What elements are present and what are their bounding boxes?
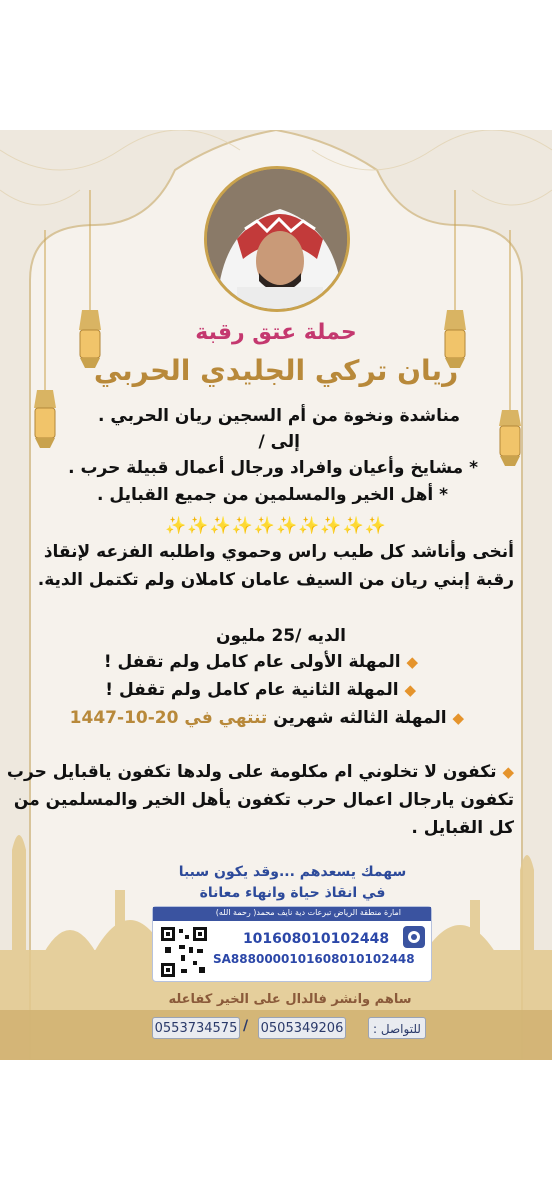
call-line-1: ◆ تكفون لا تخلوني ام مكلومة على ولدها تكفون ياقبايل حرب [6, 762, 514, 782]
appeal-line-2: إلى / [258, 432, 300, 452]
deadline-3: ◆ المهلة الثالثه شهرين تنتهي في 20-10-1447 [69, 708, 464, 728]
prisoner-name: ريان تركي الجليدي الحربي [93, 354, 459, 387]
bullet-icon: ◆ [452, 709, 464, 727]
deadline-2: ◆ المهلة الثانية عام كامل ولم تقفل ! [105, 680, 416, 700]
phone-1[interactable]: 0505349206 [258, 1017, 346, 1039]
campaign-poster [0, 130, 552, 1060]
share-line: ساهم وانشر فالدال على الخير كفاعله [168, 992, 412, 1007]
plea-line-2: رقبة إبني ريان من السيف عامان كاملان ولم تكتمل الدية. [37, 570, 514, 590]
bullet-icon: ◆ [404, 681, 416, 699]
call-line-3: كل القبايل . [411, 818, 514, 838]
bank-logo-icon [402, 925, 426, 949]
call-line-2: تكفون يارجال اعمال حرب تكفون يأهل الخير والمسلمين من [13, 790, 514, 810]
deadline-1: ◆ المهلة الأولى عام كامل ولم تقفل ! [103, 652, 418, 672]
appeal-line-3: * مشايخ وأعيان وافراد ورجال أعمال قبيلة حرب . [68, 458, 478, 478]
appeal-line-1: مناشدة ونخوة من أم السجين ريان الحربي . [98, 406, 460, 426]
blood-money-amount: الديه /25 مليون [215, 626, 346, 646]
contact-label: للتواصل : [368, 1017, 426, 1039]
sparkle-icon: ✨✨✨✨✨✨✨✨✨✨ [165, 516, 387, 536]
phone-2[interactable]: 0553734575 [152, 1017, 240, 1039]
qr-code[interactable] [159, 925, 209, 979]
iban: SA8880000101608010102448 [213, 952, 415, 966]
bullet-icon: ◆ [406, 653, 418, 671]
bank-header [153, 907, 431, 921]
bullet-icon: ◆ [502, 763, 514, 781]
donation-heading-1: سهمك يسعدهم ...وقد يكون سببا [178, 864, 407, 880]
donation-heading-2: في انقاذ حياة وانهاء معاناة [199, 885, 386, 901]
appeal-line-4: * أهل الخير والمسلمين من جميع القبايل . [97, 485, 448, 505]
portrait-photo [204, 166, 350, 312]
bank-label: امارة منطقة الرياض تبرعات دية نايف محمد( رحمة الله) [215, 908, 401, 917]
account-number: 101608010102448 [242, 931, 390, 947]
campaign-title: حملة عتق رقبة [195, 320, 357, 345]
bank-card [152, 906, 432, 982]
phone-separator: / [243, 1018, 249, 1034]
plea-line-1: أنخى وأناشد كل طيب راس وحموي واطلبه الفزعه لإنقاذ [43, 542, 514, 562]
